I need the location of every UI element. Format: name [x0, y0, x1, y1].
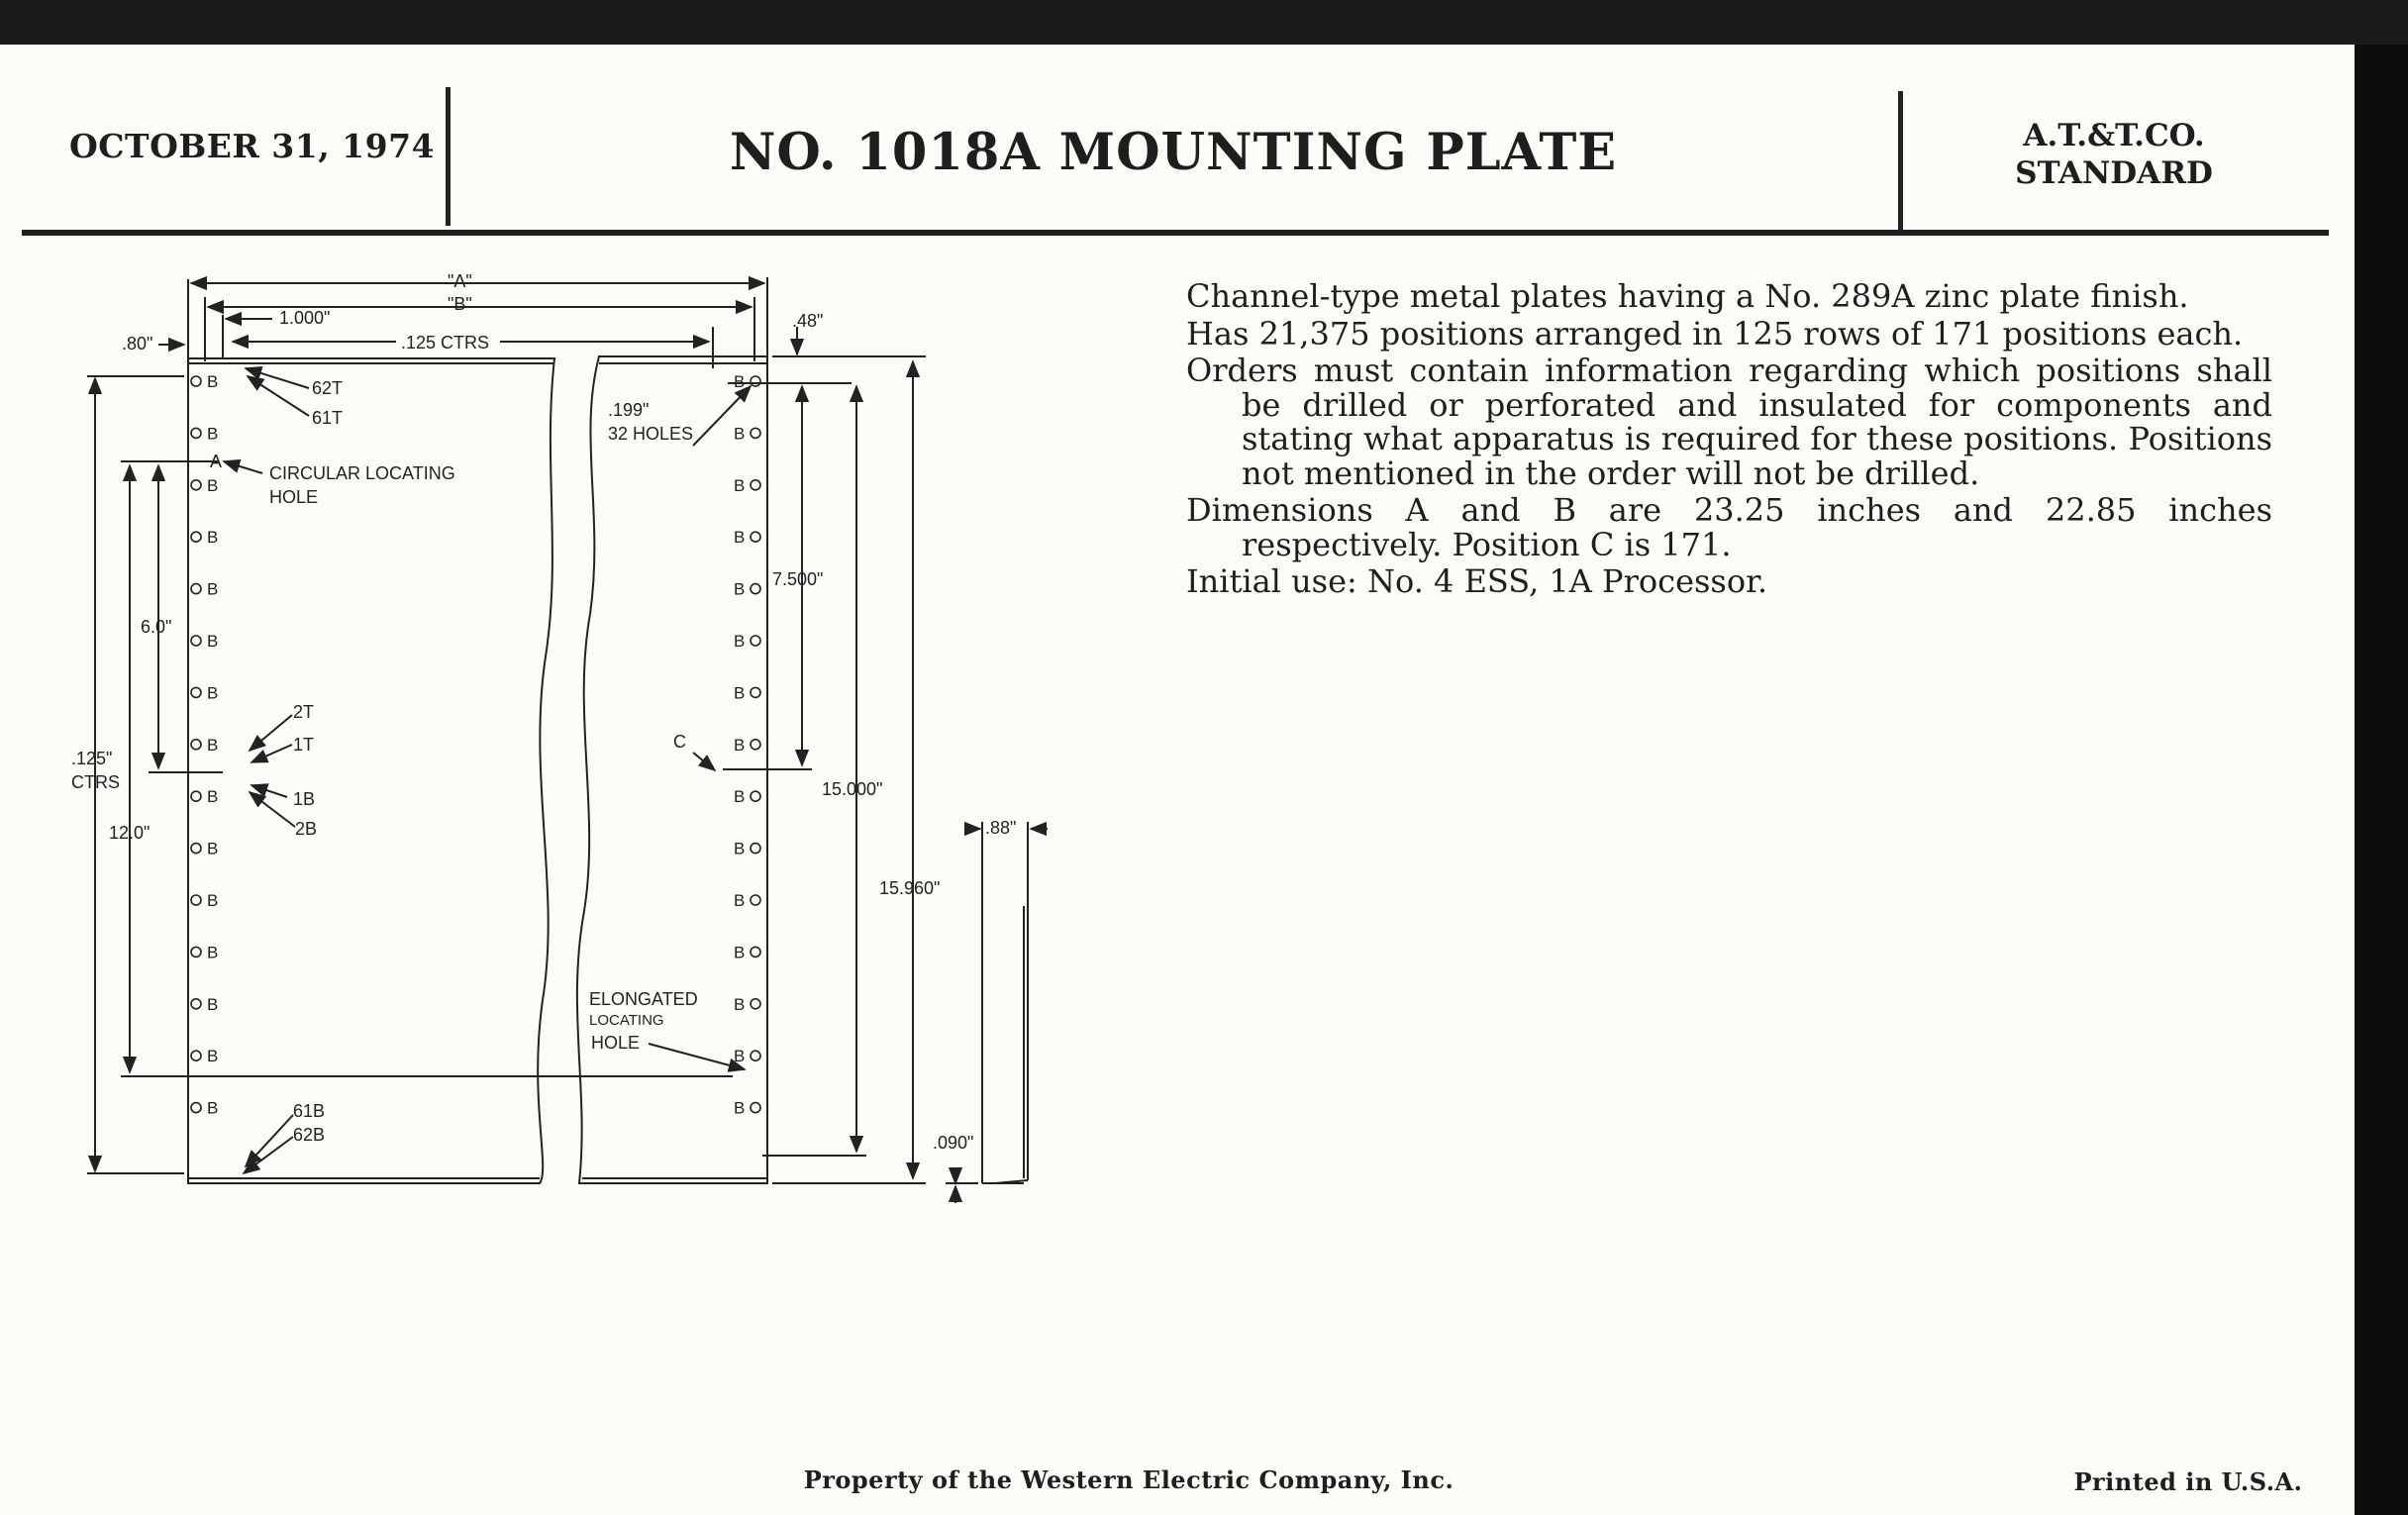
standard-line-2: STANDARD: [2015, 155, 2213, 191]
hole-letter: B: [207, 475, 219, 495]
hole-mark: [751, 584, 760, 594]
hole-mark: [751, 740, 760, 750]
hole-letter: B: [734, 735, 746, 755]
hole-mark: [191, 584, 201, 594]
label-a-hole: A: [210, 452, 223, 471]
hole-letter: B: [734, 994, 746, 1014]
hole-mark: [191, 376, 201, 386]
issue-date: OCTOBER 31, 1974: [69, 127, 436, 165]
hole-mark: [751, 428, 760, 438]
dim-80-label: .80": [122, 334, 153, 354]
hole-mark: [191, 791, 201, 801]
dim-48-label: .48": [792, 311, 824, 331]
hole-letter: B: [734, 579, 746, 599]
hole-mark: [191, 428, 201, 438]
hole-mark: [751, 480, 760, 490]
description-line-4: Dimensions A and B are 23.25 inches and 22.85 inches respectively. Position C is 171.: [1186, 491, 2272, 563]
hole-letter: B: [734, 943, 746, 962]
hole-mark: [751, 895, 760, 905]
description-line-1: Channel-type metal plates having a No. 289A zinc plate finish.: [1186, 277, 2189, 315]
hole-letter: B: [734, 1098, 746, 1118]
hole-letter: B: [207, 891, 219, 910]
hole-mark: [191, 532, 201, 542]
hole-letter: B: [207, 372, 219, 391]
hole-letter: B: [734, 1047, 746, 1066]
label-elongated-hole: HOLE: [591, 1033, 641, 1053]
hole-letter: B: [207, 839, 219, 858]
label-2b: 2B: [295, 819, 318, 839]
dim-a-label: "A": [448, 271, 472, 291]
hole-letter: B: [207, 1098, 219, 1118]
label-circular-locating: CIRCULAR LOCATING: [269, 463, 455, 483]
hole-letter: B: [207, 994, 219, 1014]
description-line-2: Has 21,375 positions arranged in 125 rows of 171 positions each.: [1186, 314, 2244, 353]
hole-letter: B: [734, 475, 746, 495]
hole-mark: [751, 791, 760, 801]
label-1t: 1T: [293, 735, 315, 755]
hole-letter: B: [207, 683, 219, 703]
label-62b: 62B: [293, 1125, 326, 1145]
hole-mark: [191, 947, 201, 957]
label-61b: 61B: [293, 1101, 326, 1121]
right-hole-column: [734, 372, 760, 1118]
hole-mark: [191, 1051, 201, 1060]
hole-mark: [751, 999, 760, 1009]
hole-letter: B: [207, 424, 219, 444]
hole-letter: B: [734, 528, 746, 548]
label-199: .199": [608, 400, 650, 420]
dim-15000-label: 15.000": [822, 779, 883, 799]
property-notice: Property of the Western Electric Company, Inc.: [803, 1465, 1455, 1494]
description-line-5: Initial use: No. 4 ESS, 1A Processor.: [1186, 562, 1768, 600]
dim-12-label: 12.0": [109, 823, 150, 843]
label-c: C: [673, 732, 686, 752]
description-line-3: Orders must contain information regarding which positions shall be drilled or perforated and insulated for components and stating what apparatus is required for these positions. Positions not mentioned in the order will not be drilled.: [1186, 352, 2272, 492]
hole-mark: [191, 844, 201, 854]
hole-letter: B: [207, 735, 219, 755]
hole-letter: B: [734, 632, 746, 651]
left-hole-column: [191, 372, 218, 1118]
label-32-holes: 32 HOLES: [608, 424, 694, 444]
label-62t: 62T: [312, 378, 344, 398]
label-2t: 2T: [293, 702, 315, 722]
hole-mark: [191, 1103, 201, 1113]
hole-mark: [751, 1103, 760, 1113]
dim-b-label: "B": [448, 294, 472, 314]
hole-letter: B: [734, 372, 746, 391]
hole-mark: [751, 844, 760, 854]
label-61t: 61T: [312, 408, 344, 428]
dim-7500-label: 7.500": [772, 569, 824, 589]
hole-letter: B: [207, 579, 219, 599]
hole-mark: [751, 947, 760, 957]
hole-letter: B: [207, 1047, 219, 1066]
dim-125-left-label: .125": [71, 749, 113, 768]
hole-letter: B: [207, 632, 219, 651]
label-circular-hole: HOLE: [269, 487, 319, 507]
dim-15960-label: 15.960": [879, 878, 941, 898]
dim-6-label: 6.0": [141, 617, 172, 637]
dim-090-label: .090": [933, 1133, 974, 1153]
hole-mark: [191, 480, 201, 490]
hole-letter: B: [734, 424, 746, 444]
hole-mark: [751, 636, 760, 646]
label-elongated: ELONGATED: [589, 989, 698, 1009]
hole-letter: B: [734, 891, 746, 910]
hole-mark: [751, 1051, 760, 1060]
hole-mark: [191, 999, 201, 1009]
hole-mark: [751, 376, 760, 386]
hole-mark: [191, 895, 201, 905]
hole-mark: [751, 532, 760, 542]
dim-1000-label: 1.000": [279, 308, 331, 328]
printed-notice: Printed in U.S.A.: [2073, 1467, 2303, 1496]
hole-mark: [191, 636, 201, 646]
label-locating: LOCATING: [589, 1012, 664, 1029]
hole-mark: [191, 687, 201, 697]
label-1b: 1B: [293, 789, 316, 809]
page-title: NO. 1018A MOUNTING PLATE: [729, 123, 1618, 182]
hole-mark: [751, 687, 760, 697]
dim-88-label: .88": [985, 818, 1017, 838]
hole-letter: B: [207, 943, 219, 962]
hole-mark: [191, 740, 201, 750]
hole-letter: B: [207, 787, 219, 807]
hole-letter: B: [734, 839, 746, 858]
dim-125ctrs-label: .125 CTRS: [401, 333, 490, 353]
standard-line-1: A.T.&T.CO.: [2023, 118, 2205, 153]
hole-letter: B: [734, 683, 746, 703]
hole-letter: B: [734, 787, 746, 807]
dim-ctrs-left-label: CTRS: [71, 772, 120, 792]
hole-letter: B: [207, 528, 219, 548]
